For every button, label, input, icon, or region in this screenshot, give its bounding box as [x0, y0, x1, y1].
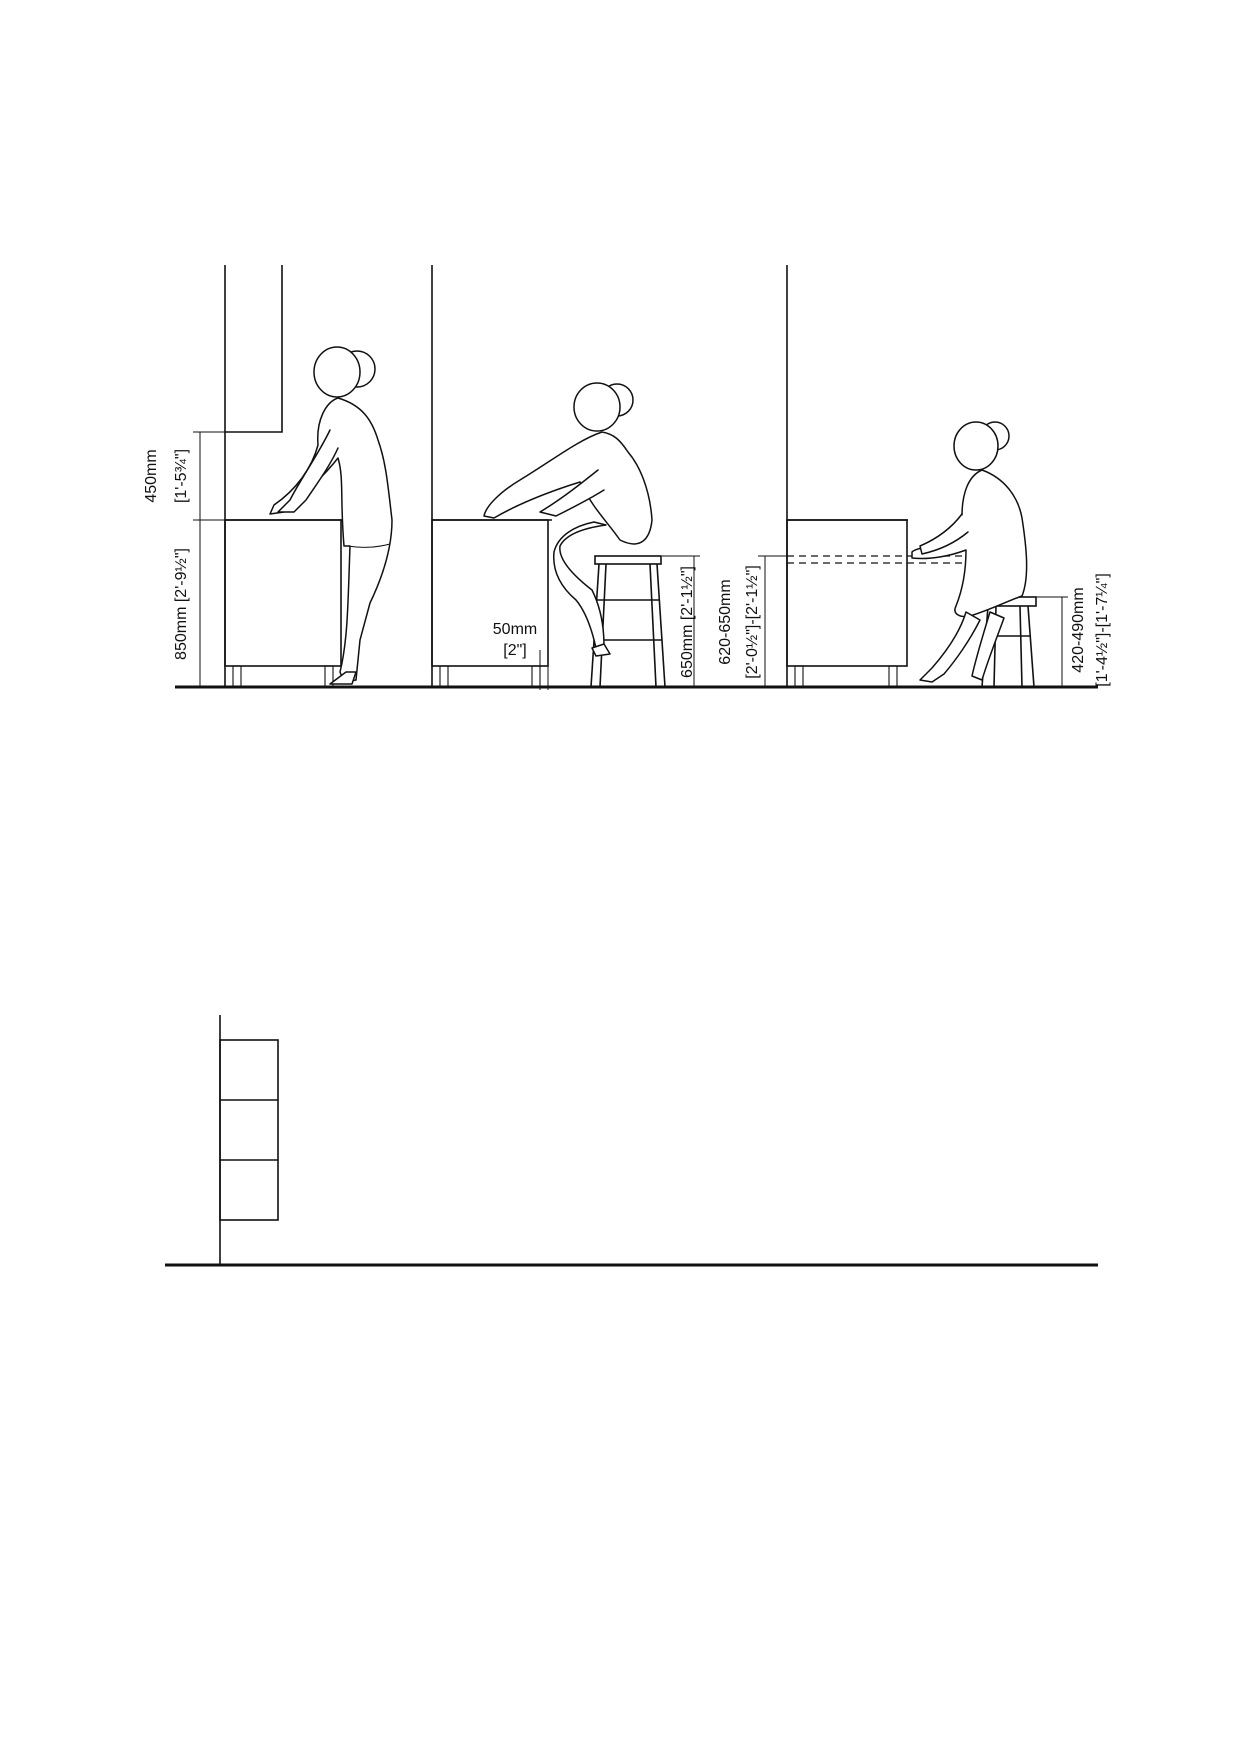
base-cabinet: [787, 520, 907, 666]
dim-table-height-in: [2'-0½"]-[2'-1½"]: [744, 565, 761, 679]
panel-top-1: [143, 265, 392, 687]
base-cabinet: [225, 520, 341, 666]
dim-low-stool-mm: 420-490mm: [1070, 587, 1087, 673]
cabinet-foot: [889, 666, 897, 687]
head: [954, 422, 998, 470]
dim-counter-height: 850mm [2'-9½"]: [173, 548, 190, 660]
stool-leg: [657, 564, 665, 687]
stool-leg: [650, 564, 656, 687]
standing-woman-figure: [270, 347, 392, 684]
cabinet-foot: [233, 666, 241, 687]
foot: [330, 672, 356, 684]
dim-toe-mm: 50mm: [492, 621, 538, 638]
dim-upper-gap-mm: 450mm: [143, 449, 160, 503]
cabinet-foot: [795, 666, 803, 687]
cabinet-foot: [532, 666, 540, 687]
head: [574, 383, 620, 431]
torso: [484, 432, 652, 544]
panel-top-3: [717, 265, 1111, 687]
foot: [592, 644, 610, 656]
seated-woman-figure: [912, 422, 1027, 682]
stool-seat: [595, 556, 661, 564]
dim-toe-in: [2"]: [503, 642, 527, 659]
stool-leg: [1028, 606, 1034, 687]
cabinet-foot: [440, 666, 448, 687]
dim-stool-height: 650mm [2'-1½"]: [679, 566, 696, 678]
upper-cabinet: [225, 265, 282, 432]
panel-bottom-1: [220, 1015, 278, 1265]
dim-low-stool-in: [1'-4½"]-[1'-7¼"]: [1094, 573, 1111, 687]
panel-top-2: [432, 265, 700, 690]
head: [314, 347, 360, 397]
leg: [920, 612, 980, 682]
dim-table-height-mm: 620-650mm: [717, 579, 734, 665]
dim-upper-gap-in: [1'-5¾"]: [173, 448, 190, 504]
upper-cabinet: [220, 1040, 278, 1220]
base-cabinet: [432, 520, 548, 666]
stool-leg: [1020, 606, 1022, 687]
